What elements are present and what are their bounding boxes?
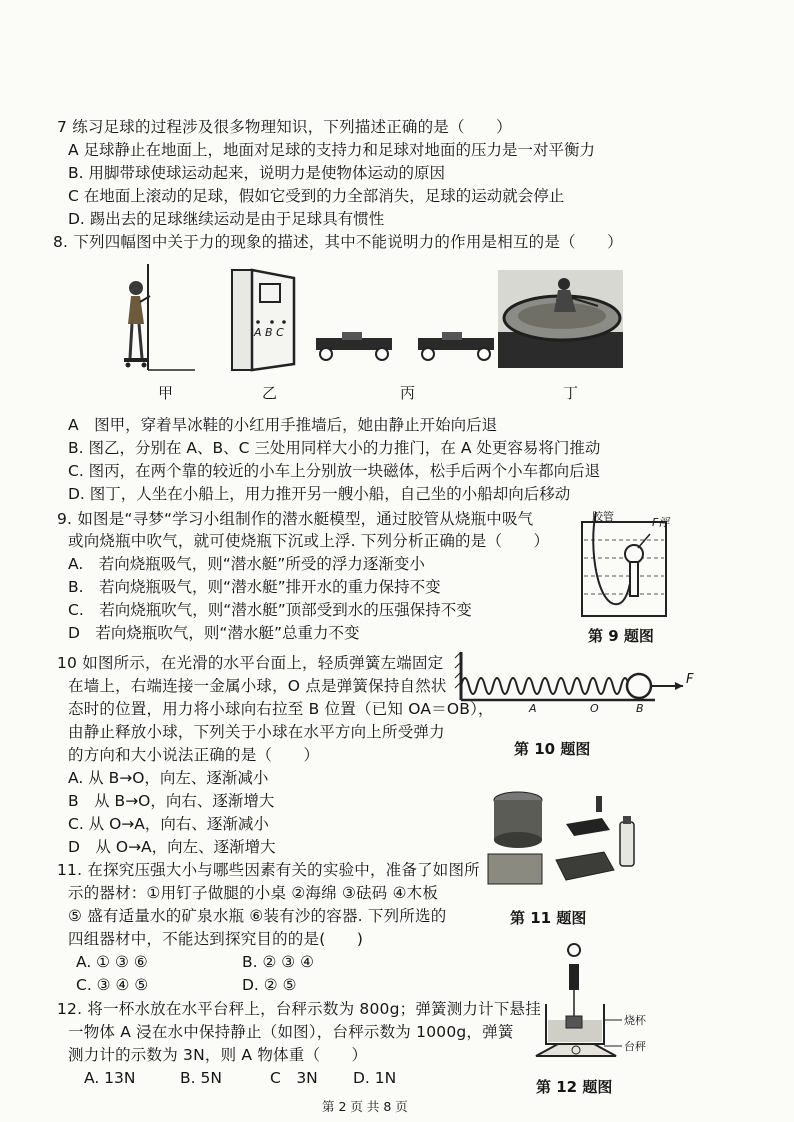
q10-point-o: O [590, 702, 599, 715]
q10-option-a: A. 从 B→O，向左、逐渐减小 [68, 769, 269, 787]
q8-figure-bing [312, 330, 502, 366]
q10-option-d: D 从 O→A，向左、逐渐增大 [68, 838, 276, 856]
q11-apparatus-figure [486, 788, 646, 894]
q11-stem-line-2: 示的器材：①用钉子做腿的小桌 ②海绵 ③砝码 ④木板 [68, 884, 439, 902]
q7-option-b: B. 用脚带球使球运动起来，说明力是使物体运动的原因 [68, 164, 445, 182]
q9-stem-line-1: 9. 如图是“寻梦“学习小组制作的潜水艇模型，通过胶管从烧瓶中吸气 [57, 510, 534, 528]
q10-stem-line-2: 在墙上，右端连接一金属小球，O 点是弹簧保持自然状 [68, 677, 447, 695]
q9-stem-line-2: 或向烧瓶中吹气，就可使烧瓶下沉或上浮. 下列分析正确的是（ ） [68, 532, 550, 550]
q11-option-d: D. ② ⑤ [242, 976, 297, 994]
q8-option-b: B. 图乙，分别在 A、B、C 三处用同样大小的力推门，在 A 处更容易将门推动 [68, 439, 601, 457]
q11-stem-line-3: ⑤ 盛有适量水的矿泉水瓶 ⑥装有沙的容器. 下列所选的 [68, 907, 447, 925]
q9-option-a: A. 若向烧瓶吸气，则“潜水艇”所受的浮力逐渐变小 [68, 555, 425, 573]
q12-caption: 第 12 题图 [536, 1078, 613, 1096]
q12-option-d: D. 1N [353, 1069, 397, 1087]
q11-stem-line-1: 11. 在探究压强大小与哪些因素有关的实验中，准备了如图所 [57, 861, 480, 879]
q7-option-c: C 在地面上滚动的足球，假如它受到的力全部消失，足球的运动就会停止 [68, 187, 565, 205]
q10-force-f: F [686, 672, 694, 687]
q8-label-bing: 丙 [400, 384, 416, 402]
q8-figure-ding [498, 270, 623, 368]
q11-option-b: B. ② ③ ④ [242, 953, 315, 971]
q10-stem-line-3: 态时的位置，用力将小球向右拉至 B 位置（已知 OA＝OB）， [68, 700, 494, 718]
q12-option-b: B. 5N [180, 1069, 222, 1087]
q12-stem-line-3: 测力计的示数为 3N，则 A 物体重（ ） [68, 1046, 368, 1064]
q8-option-c: C. 图丙，在两个靠的较近的小车上分别放一块磁体，松手后两个小车都向后退 [68, 462, 601, 480]
q8-figure-yi [228, 268, 308, 374]
q10-stem-line-4: 由静止释放小球，下列关于小球在水平方向上所受弹力 [68, 723, 445, 741]
q11-option-a: A. ① ③ ⑥ [76, 953, 148, 971]
q11-option-c: C. ③ ④ ⑤ [76, 976, 149, 994]
q8-option-a: A 图甲，穿着旱冰鞋的小红用手推墙后，她由静止开始向后退 [68, 416, 498, 434]
q7-option-d: D. 踢出去的足球继续运动是由于足球具有惯性 [68, 210, 385, 228]
q10-stem-line-1: 10 如图所示，在光滑的水平台面上，轻质弹簧左端固定 [57, 654, 444, 672]
q8-door-labels: A B C [254, 326, 284, 339]
q8-label-jia: 甲 [158, 384, 174, 402]
q10-option-b: B 从 B→O，向右、逐渐增大 [68, 792, 275, 810]
q8-figure-jia [120, 262, 200, 372]
q10-spring-figure [455, 650, 705, 710]
q9-figure-hose-label: 胶管 [592, 510, 614, 523]
q8-option-d: D. 图丁，人坐在小船上，用力推开另一艘小船，自己坐的小船却向后移动 [68, 485, 571, 503]
q10-point-a: A [529, 702, 537, 715]
q12-option-a: A. 13N [84, 1069, 136, 1087]
page-number: 第 2 页 共 8 页 [322, 1099, 408, 1114]
q11-stem-line-4: 四组器材中，不能达到探究目的的是( ) [68, 930, 364, 948]
q10-option-c: C. 从 O→A，向右、逐渐减小 [68, 815, 269, 833]
q12-scale-label: 台秤 [624, 1040, 646, 1053]
q9-option-b: B. 若向烧瓶吸气，则“潜水艇”排开水的重力保持不变 [68, 578, 441, 596]
q12-option-c: C 3N [270, 1069, 318, 1087]
q10-point-b: B [636, 702, 644, 715]
q12-stem-line-1: 12. 将一杯水放在水平台秤上，台秤示数为 800g；弹簧测力计下悬挂 [57, 1000, 541, 1018]
q8-label-ding: 丁 [563, 384, 579, 402]
q9-option-d: D 若向烧瓶吹气，则“潜水艇”总重力不变 [68, 624, 360, 642]
q9-caption: 第 9 题图 [588, 627, 654, 645]
q7-option-a: A 足球静止在地面上，地面对足球的支持力和足球对地面的压力是一对平衡力 [68, 141, 596, 159]
q12-stem-line-2: 一物体 A 浸在水中保持静止（如图），台秤示数为 1000g，弹簧 [68, 1023, 514, 1041]
q11-caption: 第 11 题图 [510, 909, 587, 927]
q8-stem: 8. 下列四幅图中关于力的现象的描述，其中不能说明力的作用是相互的是（ ） [53, 233, 623, 251]
q9-option-c: C. 若向烧瓶吹气，则“潜水艇”顶部受到水的压强保持不变 [68, 601, 472, 619]
q10-stem-line-5: 的方向和大小说法正确的是（ ） [68, 746, 320, 764]
q8-label-yi: 乙 [262, 384, 278, 402]
q9-figure-force-label: F浮 [652, 516, 670, 529]
q7-stem: 7 练习足球的过程涉及很多物理知识，下列描述正确的是（ ） [57, 118, 512, 136]
q10-caption: 第 10 题图 [514, 740, 591, 758]
q12-beaker-label: 烧杯 [624, 1014, 646, 1027]
